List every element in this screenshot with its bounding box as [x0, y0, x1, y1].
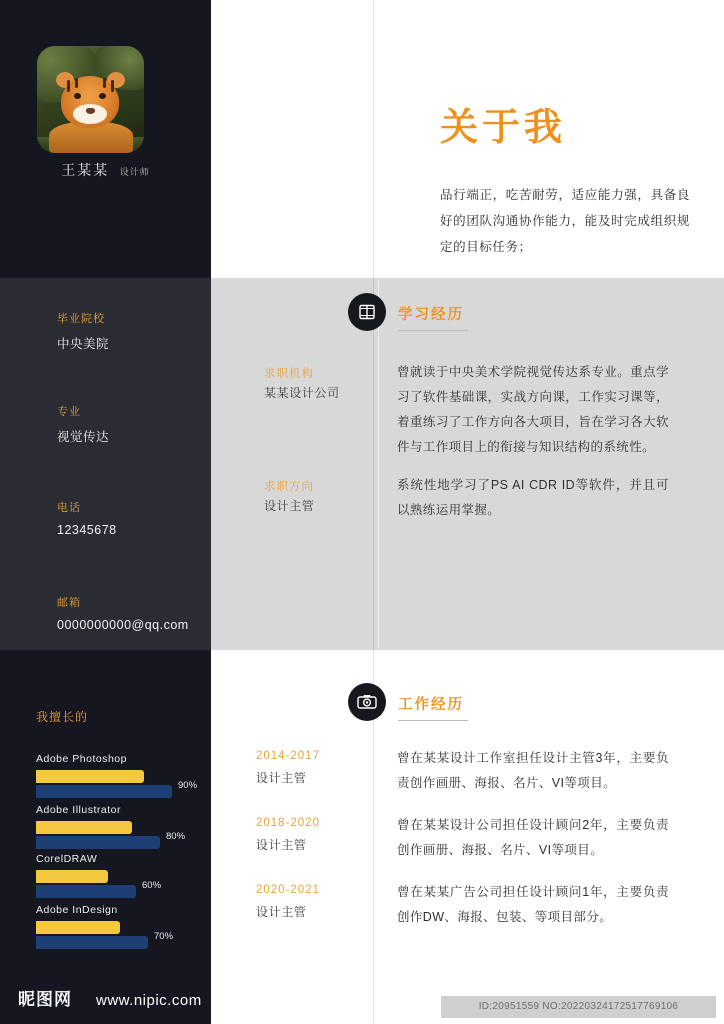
tiger-stripe [103, 78, 106, 88]
info-block-major [57, 403, 109, 445]
skill-percent: 90% [178, 780, 198, 791]
profile-name: 王某某 [61, 162, 110, 178]
education-title: 学习经历 [398, 307, 464, 323]
about-title: 关于我 [440, 107, 567, 149]
experience-entry-body: 曾在某某设计公司担任设计顾问2年，主要负责创作画册、海报、名片、VI等项目。 [397, 818, 669, 857]
skill-name: Adobe InDesign [36, 904, 118, 916]
skill-bar-yellow [36, 870, 108, 883]
tiger-eye-left [74, 93, 81, 99]
education-entry-label: 求职方向 [264, 481, 314, 493]
skill-bars [36, 921, 196, 951]
skill-bar-blue [36, 885, 136, 898]
fold-line-right [378, 0, 379, 1024]
tiger-nose [86, 108, 95, 114]
experience-entry-sub: 设计主管 [256, 838, 307, 852]
education-entry-body: 系统性地学习了PS AI CDR ID等软件，并且可以熟练运用掌握。 [397, 478, 669, 517]
skill-percent: 80% [166, 831, 186, 842]
info-value: 0000000000@qq.com [57, 618, 189, 632]
skill-bar-blue [36, 836, 160, 849]
education-entry-body: 曾就读于中央美术学院视觉传达系专业。重点学习了软件基础课，实战方向课，工作实习课等，着重练习了工作方向各大项目，旨在学习各大软件与工作项目上的衔接与知识结构的系统性。 [397, 365, 669, 454]
skill-bar-blue [36, 785, 172, 798]
skill-percent: 60% [142, 880, 162, 891]
skill-bar-yellow [36, 770, 144, 783]
info-label: 专业 [57, 406, 81, 418]
info-label: 毕业院校 [57, 313, 105, 325]
education-entry-label: 求职机构 [264, 368, 314, 380]
camera-icon [348, 683, 386, 721]
profile-name-line [0, 160, 211, 180]
tiger-stripe [67, 80, 70, 92]
skill-name: Adobe Photoshop [36, 753, 127, 765]
skill-name: Adobe Illustrator [36, 804, 121, 816]
skill-bar-blue [36, 936, 148, 949]
education-entry-sub: 设计主管 [264, 499, 315, 513]
site-logo: 昵图网 [18, 990, 72, 1009]
avatar [37, 46, 144, 153]
info-value: 12345678 [57, 523, 117, 537]
skill-item [36, 804, 196, 851]
experience-entry-sub: 设计主管 [256, 905, 307, 919]
experience-rule [398, 720, 468, 721]
info-block-email [57, 594, 189, 632]
skill-bar-yellow [36, 821, 132, 834]
skill-percent: 70% [154, 931, 174, 942]
experience-title: 工作经历 [398, 697, 464, 713]
image-id-bar: ID:20951559 NO:20220324172517769106 [441, 996, 716, 1018]
tiger-eye-right [99, 93, 106, 99]
tiger-stripe [111, 80, 114, 92]
experience-entry-body: 曾在某某设计工作室担任设计主管3年，主要负责创作画册、海报、名片、VI等项目。 [397, 751, 669, 790]
skill-name: CorelDRAW [36, 853, 98, 865]
skill-bars [36, 821, 196, 851]
middle-right-panel [211, 278, 724, 650]
experience-entry-label: 2018-2020 [256, 817, 320, 829]
tiger-stripe [75, 78, 78, 88]
fold-line-left [373, 0, 374, 1024]
education-rule [398, 330, 468, 331]
info-value: 中央美院 [57, 337, 110, 351]
info-block-phone [57, 499, 117, 537]
experience-entry-body: 曾在某某广告公司担任设计顾问1年，主要负责创作DW、海报、包装、等项目部分。 [397, 885, 669, 924]
skill-item [36, 753, 196, 800]
info-block-school [57, 310, 109, 352]
experience-entry-label: 2014-2017 [256, 750, 320, 762]
tiger-muzzle [73, 104, 107, 124]
skill-bar-yellow [36, 921, 120, 934]
profile-role: 设计师 [119, 167, 150, 177]
education-entry-sub: 某某设计公司 [264, 386, 340, 400]
experience-entry-label: 2020-2021 [256, 884, 320, 896]
info-label: 电话 [57, 502, 81, 514]
experience-entry-sub: 设计主管 [256, 771, 307, 785]
about-body: 品行端正，吃苦耐劳，适应能力强，具备良好的团队沟通协作能力，能及时完成组织规定的目标任务； [440, 188, 690, 254]
skill-bars [36, 870, 196, 900]
skill-bars [36, 770, 196, 800]
skill-item [36, 853, 196, 900]
skill-item [36, 904, 196, 951]
info-value: 视觉传达 [57, 430, 110, 444]
skills-title: 我擅长的 [36, 710, 89, 724]
book-icon [348, 293, 386, 331]
site-url: www.nipic.com [96, 992, 202, 1009]
info-label: 邮箱 [57, 597, 81, 609]
